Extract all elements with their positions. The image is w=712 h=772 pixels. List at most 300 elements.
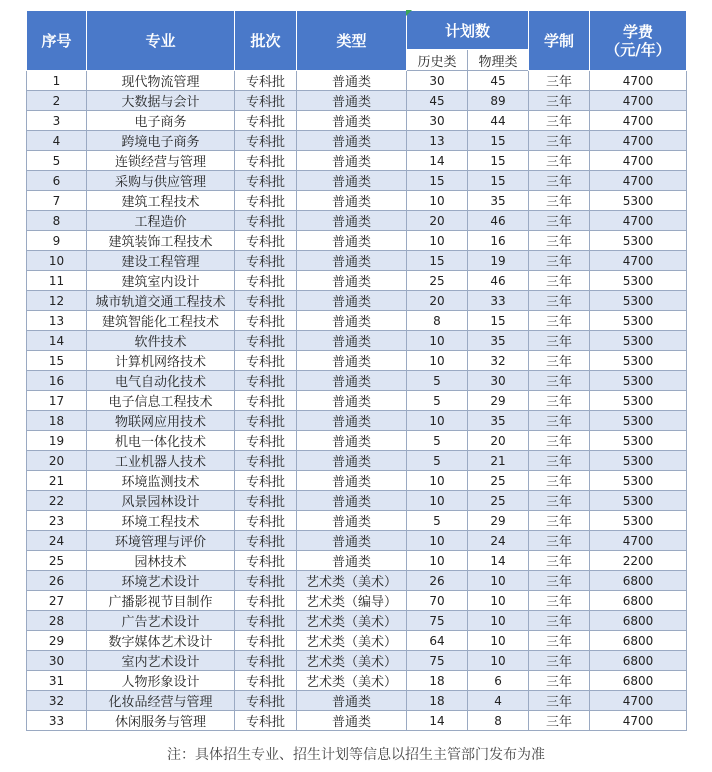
cell-duration: 三年 bbox=[529, 191, 590, 211]
table-row bbox=[27, 451, 687, 471]
cell-tuition: 6800 bbox=[590, 671, 687, 691]
cell-duration: 三年 bbox=[529, 151, 590, 171]
cell-tuition: 5300 bbox=[590, 271, 687, 291]
cell-plan-physics: 10 bbox=[468, 571, 529, 591]
cell-index: 13 bbox=[27, 311, 87, 331]
cell-major: 建筑工程技术 bbox=[87, 191, 235, 211]
cell-index: 6 bbox=[27, 171, 87, 191]
cell-plan-history: 10 bbox=[407, 231, 468, 251]
cell-type: 普通类 bbox=[297, 311, 407, 331]
cell-tuition: 5300 bbox=[590, 231, 687, 251]
cell-plan-physics: 35 bbox=[468, 191, 529, 211]
header-plan: 计划数 bbox=[407, 11, 529, 50]
cell-batch: 专科批 bbox=[235, 431, 297, 451]
cell-type: 普通类 bbox=[297, 291, 407, 311]
cell-batch: 专科批 bbox=[235, 191, 297, 211]
cell-batch: 专科批 bbox=[235, 691, 297, 711]
cell-duration: 三年 bbox=[529, 531, 590, 551]
cell-index: 24 bbox=[27, 531, 87, 551]
cell-plan-physics: 15 bbox=[468, 311, 529, 331]
cell-plan-physics: 19 bbox=[468, 251, 529, 271]
cell-batch: 专科批 bbox=[235, 531, 297, 551]
cell-index: 19 bbox=[27, 431, 87, 451]
cell-plan-physics: 15 bbox=[468, 171, 529, 191]
cell-type: 艺术类（美术） bbox=[297, 631, 407, 651]
cell-plan-physics: 33 bbox=[468, 291, 529, 311]
cell-plan-history: 75 bbox=[407, 651, 468, 671]
cell-type: 普通类 bbox=[297, 711, 407, 731]
cell-major: 物联网应用技术 bbox=[87, 411, 235, 431]
cell-plan-physics: 35 bbox=[468, 411, 529, 431]
cell-duration: 三年 bbox=[529, 271, 590, 291]
cell-type: 普通类 bbox=[297, 511, 407, 531]
cell-type: 普通类 bbox=[297, 351, 407, 371]
cell-index: 4 bbox=[27, 131, 87, 151]
enrollment-plan-table-container bbox=[26, 10, 686, 731]
cell-duration: 三年 bbox=[529, 371, 590, 391]
cell-index: 7 bbox=[27, 191, 87, 211]
cell-duration: 三年 bbox=[529, 451, 590, 471]
cell-major: 风景园林设计 bbox=[87, 491, 235, 511]
table-row bbox=[27, 131, 687, 151]
cell-batch: 专科批 bbox=[235, 71, 297, 91]
cell-duration: 三年 bbox=[529, 291, 590, 311]
cell-index: 22 bbox=[27, 491, 87, 511]
table-row bbox=[27, 411, 687, 431]
cell-index: 15 bbox=[27, 351, 87, 371]
table-row bbox=[27, 471, 687, 491]
cell-batch: 专科批 bbox=[235, 111, 297, 131]
header-duration: 学制 bbox=[529, 11, 590, 71]
cell-batch: 专科批 bbox=[235, 711, 297, 731]
cell-batch: 专科批 bbox=[235, 391, 297, 411]
cell-plan-history: 70 bbox=[407, 591, 468, 611]
cell-type: 普通类 bbox=[297, 111, 407, 131]
cell-type: 普通类 bbox=[297, 251, 407, 271]
cell-tuition: 5300 bbox=[590, 371, 687, 391]
cell-major: 园林技术 bbox=[87, 551, 235, 571]
cell-type: 普通类 bbox=[297, 131, 407, 151]
cell-tuition: 5300 bbox=[590, 511, 687, 531]
cell-plan-history: 10 bbox=[407, 531, 468, 551]
cell-type: 艺术类（美术） bbox=[297, 571, 407, 591]
cell-index: 16 bbox=[27, 371, 87, 391]
cell-duration: 三年 bbox=[529, 231, 590, 251]
table-row bbox=[27, 91, 687, 111]
cell-duration: 三年 bbox=[529, 411, 590, 431]
cell-type: 普通类 bbox=[297, 171, 407, 191]
cell-plan-history: 14 bbox=[407, 151, 468, 171]
cell-index: 1 bbox=[27, 71, 87, 91]
cell-major: 人物形象设计 bbox=[87, 671, 235, 691]
cell-batch: 专科批 bbox=[235, 571, 297, 591]
cell-major: 化妆品经营与管理 bbox=[87, 691, 235, 711]
cell-tuition: 4700 bbox=[590, 151, 687, 171]
cell-index: 11 bbox=[27, 271, 87, 291]
cell-plan-physics: 14 bbox=[468, 551, 529, 571]
cell-type: 艺术类（美术） bbox=[297, 611, 407, 631]
cell-plan-history: 26 bbox=[407, 571, 468, 591]
cell-plan-history: 45 bbox=[407, 91, 468, 111]
table-row bbox=[27, 231, 687, 251]
cell-type: 普通类 bbox=[297, 551, 407, 571]
cell-tuition: 5300 bbox=[590, 311, 687, 331]
cell-major: 采购与供应管理 bbox=[87, 171, 235, 191]
cell-index: 23 bbox=[27, 511, 87, 531]
cell-index: 32 bbox=[27, 691, 87, 711]
cell-plan-physics: 15 bbox=[468, 131, 529, 151]
cell-batch: 专科批 bbox=[235, 271, 297, 291]
cell-plan-physics: 8 bbox=[468, 711, 529, 731]
table-row bbox=[27, 371, 687, 391]
cell-index: 9 bbox=[27, 231, 87, 251]
cell-tuition: 6800 bbox=[590, 571, 687, 591]
cell-plan-history: 10 bbox=[407, 491, 468, 511]
cell-plan-history: 30 bbox=[407, 111, 468, 131]
cell-type: 普通类 bbox=[297, 71, 407, 91]
cell-plan-history: 18 bbox=[407, 691, 468, 711]
cell-duration: 三年 bbox=[529, 91, 590, 111]
table-row bbox=[27, 551, 687, 571]
cell-duration: 三年 bbox=[529, 171, 590, 191]
cell-plan-physics: 30 bbox=[468, 371, 529, 391]
table-row bbox=[27, 111, 687, 131]
cell-duration: 三年 bbox=[529, 711, 590, 731]
cell-type: 艺术类（编导） bbox=[297, 591, 407, 611]
cell-plan-physics: 25 bbox=[468, 471, 529, 491]
cell-index: 2 bbox=[27, 91, 87, 111]
cell-major: 电气自动化技术 bbox=[87, 371, 235, 391]
cell-plan-physics: 29 bbox=[468, 391, 529, 411]
table-row bbox=[27, 291, 687, 311]
cell-plan-history: 10 bbox=[407, 191, 468, 211]
cell-tuition: 4700 bbox=[590, 71, 687, 91]
cell-major: 电子商务 bbox=[87, 111, 235, 131]
cell-duration: 三年 bbox=[529, 591, 590, 611]
cell-plan-history: 5 bbox=[407, 371, 468, 391]
cell-type: 普通类 bbox=[297, 151, 407, 171]
cell-batch: 专科批 bbox=[235, 131, 297, 151]
cell-tuition: 5300 bbox=[590, 471, 687, 491]
cell-major: 建筑装饰工程技术 bbox=[87, 231, 235, 251]
cell-batch: 专科批 bbox=[235, 291, 297, 311]
cell-tuition: 4700 bbox=[590, 711, 687, 731]
cell-batch: 专科批 bbox=[235, 611, 297, 631]
cell-major: 数字媒体艺术设计 bbox=[87, 631, 235, 651]
cell-batch: 专科批 bbox=[235, 671, 297, 691]
header-plan-history: 历史类 bbox=[407, 50, 468, 71]
cell-major: 建筑室内设计 bbox=[87, 271, 235, 291]
cell-plan-history: 15 bbox=[407, 171, 468, 191]
cell-index: 20 bbox=[27, 451, 87, 471]
cell-duration: 三年 bbox=[529, 391, 590, 411]
header-tuition: 学费 （元/年） bbox=[590, 11, 687, 71]
table-row bbox=[27, 391, 687, 411]
cell-type: 普通类 bbox=[297, 531, 407, 551]
cell-plan-physics: 10 bbox=[468, 631, 529, 651]
cell-plan-history: 64 bbox=[407, 631, 468, 651]
cell-plan-history: 20 bbox=[407, 211, 468, 231]
cell-duration: 三年 bbox=[529, 331, 590, 351]
cell-type: 普通类 bbox=[297, 431, 407, 451]
cell-type: 普通类 bbox=[297, 271, 407, 291]
cell-tuition: 4700 bbox=[590, 91, 687, 111]
cell-index: 10 bbox=[27, 251, 87, 271]
cell-index: 14 bbox=[27, 331, 87, 351]
cell-tuition: 4700 bbox=[590, 691, 687, 711]
cell-type: 普通类 bbox=[297, 191, 407, 211]
cell-tuition: 4700 bbox=[590, 531, 687, 551]
cell-index: 17 bbox=[27, 391, 87, 411]
cell-major: 计算机网络技术 bbox=[87, 351, 235, 371]
header-major: 专业 bbox=[87, 11, 235, 71]
cell-duration: 三年 bbox=[529, 131, 590, 151]
cell-duration: 三年 bbox=[529, 351, 590, 371]
cell-plan-history: 10 bbox=[407, 351, 468, 371]
cell-batch: 专科批 bbox=[235, 651, 297, 671]
table-row bbox=[27, 531, 687, 551]
cell-major: 电子信息工程技术 bbox=[87, 391, 235, 411]
cell-duration: 三年 bbox=[529, 431, 590, 451]
cell-type: 普通类 bbox=[297, 231, 407, 251]
cell-batch: 专科批 bbox=[235, 171, 297, 191]
cell-batch: 专科批 bbox=[235, 451, 297, 471]
cell-type: 普通类 bbox=[297, 411, 407, 431]
table-row bbox=[27, 151, 687, 171]
table-row bbox=[27, 691, 687, 711]
cell-plan-history: 10 bbox=[407, 551, 468, 571]
cell-plan-physics: 46 bbox=[468, 271, 529, 291]
cell-type: 普通类 bbox=[297, 471, 407, 491]
cell-major: 大数据与会计 bbox=[87, 91, 235, 111]
cell-tuition: 5300 bbox=[590, 351, 687, 371]
cell-batch: 专科批 bbox=[235, 591, 297, 611]
cell-batch: 专科批 bbox=[235, 251, 297, 271]
cell-duration: 三年 bbox=[529, 111, 590, 131]
cell-type: 普通类 bbox=[297, 691, 407, 711]
cell-plan-physics: 16 bbox=[468, 231, 529, 251]
cell-plan-physics: 44 bbox=[468, 111, 529, 131]
cell-index: 28 bbox=[27, 611, 87, 631]
cell-plan-physics: 6 bbox=[468, 671, 529, 691]
cell-plan-history: 15 bbox=[407, 251, 468, 271]
table-row bbox=[27, 351, 687, 371]
cell-index: 30 bbox=[27, 651, 87, 671]
cell-tuition: 6800 bbox=[590, 611, 687, 631]
cell-tuition: 6800 bbox=[590, 651, 687, 671]
cell-major: 城市轨道交通工程技术 bbox=[87, 291, 235, 311]
cell-plan-history: 5 bbox=[407, 511, 468, 531]
cell-major: 工程造价 bbox=[87, 211, 235, 231]
cell-plan-physics: 21 bbox=[468, 451, 529, 471]
cell-index: 33 bbox=[27, 711, 87, 731]
cell-index: 18 bbox=[27, 411, 87, 431]
header-plan-physics: 物理类 bbox=[468, 50, 529, 71]
cell-index: 26 bbox=[27, 571, 87, 591]
cell-tuition: 5300 bbox=[590, 391, 687, 411]
cell-major: 机电一体化技术 bbox=[87, 431, 235, 451]
cell-duration: 三年 bbox=[529, 311, 590, 331]
cell-plan-history: 5 bbox=[407, 391, 468, 411]
cell-plan-history: 10 bbox=[407, 331, 468, 351]
cell-plan-history: 5 bbox=[407, 451, 468, 471]
cell-tuition: 4700 bbox=[590, 131, 687, 151]
cell-plan-physics: 10 bbox=[468, 591, 529, 611]
cell-plan-physics: 20 bbox=[468, 431, 529, 451]
cell-index: 25 bbox=[27, 551, 87, 571]
cell-batch: 专科批 bbox=[235, 351, 297, 371]
cell-batch: 专科批 bbox=[235, 91, 297, 111]
comment-marker bbox=[406, 10, 412, 16]
cell-plan-history: 5 bbox=[407, 431, 468, 451]
table-row bbox=[27, 591, 687, 611]
cell-plan-physics: 25 bbox=[468, 491, 529, 511]
cell-plan-history: 13 bbox=[407, 131, 468, 151]
table-row bbox=[27, 711, 687, 731]
cell-type: 普通类 bbox=[297, 211, 407, 231]
cell-batch: 专科批 bbox=[235, 511, 297, 531]
cell-plan-history: 10 bbox=[407, 411, 468, 431]
cell-tuition: 4700 bbox=[590, 211, 687, 231]
cell-batch: 专科批 bbox=[235, 551, 297, 571]
cell-duration: 三年 bbox=[529, 611, 590, 631]
cell-major: 环境艺术设计 bbox=[87, 571, 235, 591]
cell-index: 31 bbox=[27, 671, 87, 691]
table-row bbox=[27, 651, 687, 671]
table-row bbox=[27, 611, 687, 631]
cell-duration: 三年 bbox=[529, 651, 590, 671]
cell-batch: 专科批 bbox=[235, 151, 297, 171]
cell-duration: 三年 bbox=[529, 491, 590, 511]
cell-batch: 专科批 bbox=[235, 371, 297, 391]
cell-plan-physics: 15 bbox=[468, 151, 529, 171]
cell-duration: 三年 bbox=[529, 471, 590, 491]
cell-plan-history: 30 bbox=[407, 71, 468, 91]
cell-tuition: 4700 bbox=[590, 171, 687, 191]
cell-tuition: 5300 bbox=[590, 331, 687, 351]
cell-type: 普通类 bbox=[297, 391, 407, 411]
cell-batch: 专科批 bbox=[235, 311, 297, 331]
cell-plan-physics: 4 bbox=[468, 691, 529, 711]
cell-batch: 专科批 bbox=[235, 471, 297, 491]
cell-plan-physics: 46 bbox=[468, 211, 529, 231]
cell-tuition: 4700 bbox=[590, 251, 687, 271]
cell-plan-physics: 24 bbox=[468, 531, 529, 551]
cell-duration: 三年 bbox=[529, 511, 590, 531]
cell-tuition: 5300 bbox=[590, 451, 687, 471]
cell-tuition: 5300 bbox=[590, 431, 687, 451]
enrollment-plan-table bbox=[26, 10, 687, 731]
cell-plan-history: 20 bbox=[407, 291, 468, 311]
cell-plan-physics: 32 bbox=[468, 351, 529, 371]
cell-plan-physics: 10 bbox=[468, 651, 529, 671]
cell-index: 8 bbox=[27, 211, 87, 231]
table-row bbox=[27, 431, 687, 451]
cell-plan-history: 25 bbox=[407, 271, 468, 291]
cell-batch: 专科批 bbox=[235, 491, 297, 511]
table-row bbox=[27, 311, 687, 331]
header-index: 序号 bbox=[27, 11, 87, 71]
table-row bbox=[27, 271, 687, 291]
cell-batch: 专科批 bbox=[235, 231, 297, 251]
cell-major: 休闲服务与管理 bbox=[87, 711, 235, 731]
cell-major: 工业机器人技术 bbox=[87, 451, 235, 471]
cell-major: 广播影视节目制作 bbox=[87, 591, 235, 611]
cell-type: 普通类 bbox=[297, 371, 407, 391]
cell-plan-history: 75 bbox=[407, 611, 468, 631]
table-row bbox=[27, 511, 687, 531]
cell-batch: 专科批 bbox=[235, 631, 297, 651]
cell-tuition: 5300 bbox=[590, 191, 687, 211]
table-row bbox=[27, 491, 687, 511]
cell-major: 软件技术 bbox=[87, 331, 235, 351]
cell-tuition: 6800 bbox=[590, 591, 687, 611]
table-row bbox=[27, 251, 687, 271]
cell-plan-physics: 10 bbox=[468, 611, 529, 631]
cell-type: 普通类 bbox=[297, 91, 407, 111]
cell-tuition: 5300 bbox=[590, 491, 687, 511]
cell-plan-history: 14 bbox=[407, 711, 468, 731]
cell-tuition: 5300 bbox=[590, 291, 687, 311]
table-row bbox=[27, 171, 687, 191]
cell-major: 广告艺术设计 bbox=[87, 611, 235, 631]
cell-plan-history: 18 bbox=[407, 671, 468, 691]
cell-major: 建筑智能化工程技术 bbox=[87, 311, 235, 331]
cell-batch: 专科批 bbox=[235, 331, 297, 351]
cell-index: 12 bbox=[27, 291, 87, 311]
cell-index: 21 bbox=[27, 471, 87, 491]
cell-duration: 三年 bbox=[529, 211, 590, 231]
cell-duration: 三年 bbox=[529, 671, 590, 691]
cell-duration: 三年 bbox=[529, 571, 590, 591]
cell-batch: 专科批 bbox=[235, 411, 297, 431]
cell-plan-physics: 29 bbox=[468, 511, 529, 531]
footnote: 注：具体招生专业、招生计划等信息以招生主管部门发布为准 bbox=[167, 747, 545, 763]
cell-plan-history: 10 bbox=[407, 471, 468, 491]
cell-tuition: 4700 bbox=[590, 111, 687, 131]
cell-duration: 三年 bbox=[529, 71, 590, 91]
cell-plan-physics: 35 bbox=[468, 331, 529, 351]
cell-index: 3 bbox=[27, 111, 87, 131]
cell-type: 普通类 bbox=[297, 331, 407, 351]
cell-index: 27 bbox=[27, 591, 87, 611]
cell-major: 连锁经营与管理 bbox=[87, 151, 235, 171]
cell-plan-physics: 45 bbox=[468, 71, 529, 91]
table-row bbox=[27, 331, 687, 351]
cell-major: 跨境电子商务 bbox=[87, 131, 235, 151]
cell-type: 普通类 bbox=[297, 491, 407, 511]
cell-tuition: 2200 bbox=[590, 551, 687, 571]
cell-major: 环境管理与评价 bbox=[87, 531, 235, 551]
table-row bbox=[27, 71, 687, 91]
table-row bbox=[27, 631, 687, 651]
cell-type: 艺术类（美术） bbox=[297, 651, 407, 671]
cell-tuition: 6800 bbox=[590, 631, 687, 651]
cell-batch: 专科批 bbox=[235, 211, 297, 231]
table-row bbox=[27, 191, 687, 211]
cell-major: 环境工程技术 bbox=[87, 511, 235, 531]
cell-major: 室内艺术设计 bbox=[87, 651, 235, 671]
header-batch: 批次 bbox=[235, 11, 297, 71]
cell-tuition: 5300 bbox=[590, 411, 687, 431]
table-row bbox=[27, 671, 687, 691]
cell-duration: 三年 bbox=[529, 691, 590, 711]
table-body bbox=[27, 71, 687, 731]
cell-index: 29 bbox=[27, 631, 87, 651]
cell-major: 建设工程管理 bbox=[87, 251, 235, 271]
cell-duration: 三年 bbox=[529, 551, 590, 571]
cell-type: 普通类 bbox=[297, 451, 407, 471]
